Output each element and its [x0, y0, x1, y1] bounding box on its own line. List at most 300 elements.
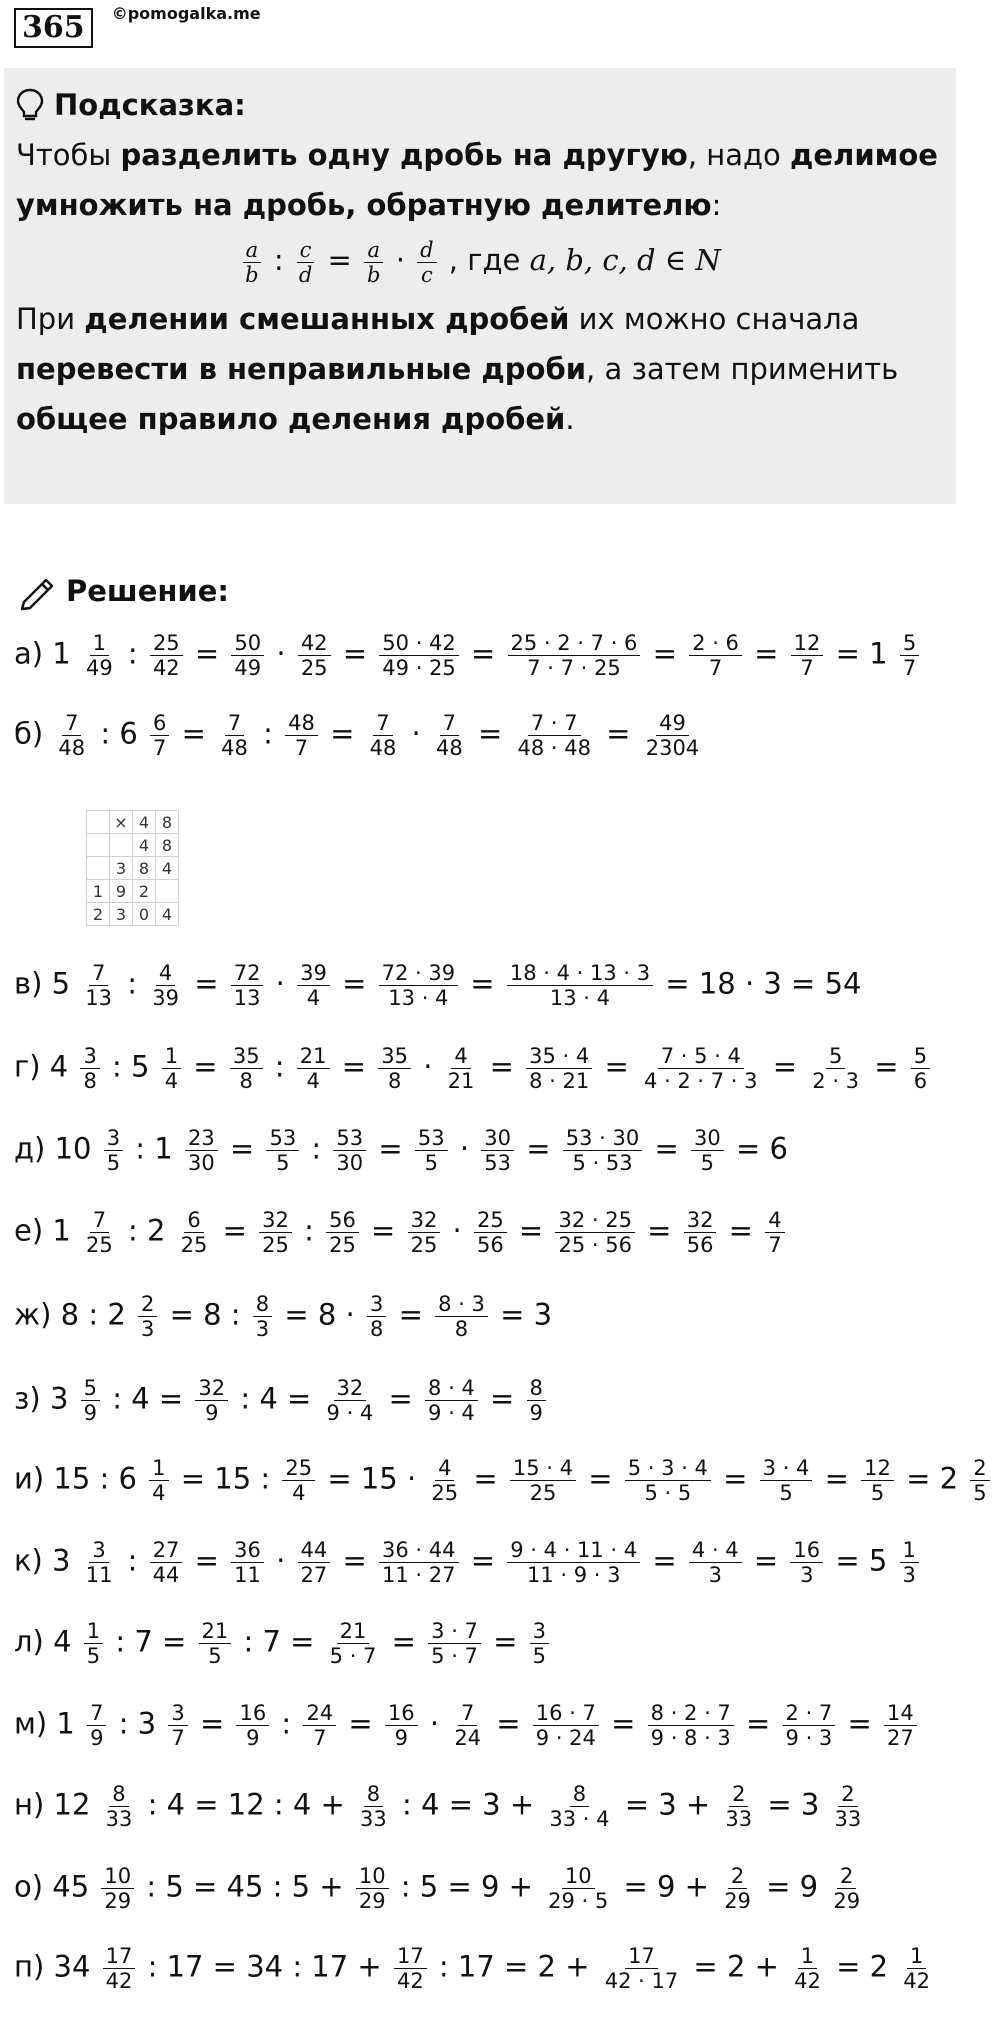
math-text: =: [185, 636, 229, 671]
fraction: [510, 1456, 576, 1505]
fraction: [150, 1538, 183, 1587]
multiplication-grid: [86, 810, 179, 926]
denominator: 9 · 3: [785, 1726, 833, 1750]
fraction: [721, 1864, 754, 1913]
math-text: : 5: [102, 1049, 159, 1084]
math-text: =: [487, 1706, 530, 1741]
math-text: б): [14, 716, 53, 751]
math-text: =: [643, 636, 687, 671]
solution-line: [14, 1538, 922, 1587]
math-text: =: [220, 1131, 264, 1166]
fraction: [104, 1126, 123, 1175]
denominator: 9: [394, 1726, 408, 1750]
math-text: ·: [450, 1131, 479, 1166]
grid-cell: 8: [156, 811, 179, 834]
numerator: 2: [729, 1782, 748, 1807]
grid-cell: 4: [133, 811, 156, 834]
solution-line: [14, 1701, 920, 1750]
fraction: [379, 631, 458, 680]
numerator: 53: [415, 1126, 448, 1151]
numerator: 2: [728, 1864, 747, 1889]
fraction: [563, 1126, 642, 1175]
numerator: 12: [861, 1456, 894, 1481]
denominator: 9 · 8 · 3: [650, 1726, 731, 1750]
numerator: 1: [90, 631, 109, 656]
fraction: [428, 1456, 461, 1505]
numerator: 8 · 4: [425, 1376, 478, 1401]
numerator: 53 · 30: [563, 1126, 642, 1151]
numerator: 25: [282, 1456, 315, 1481]
grid-cell: [156, 880, 179, 903]
math-text: п) 34: [14, 1949, 100, 1984]
solution-line: [14, 1126, 788, 1175]
denominator: 39: [152, 986, 179, 1010]
text: их можно сначала: [569, 302, 860, 336]
fraction: [168, 1701, 187, 1750]
fraction: [282, 1456, 315, 1505]
math-text: м) 1: [14, 1706, 85, 1741]
denominator: 48: [369, 736, 397, 760]
solution-line: [14, 711, 705, 760]
numerator: 32: [259, 1208, 292, 1233]
math-text: =: [389, 1297, 433, 1332]
fraction: [641, 1044, 761, 1093]
math-text: =: [517, 1131, 560, 1166]
grid-cell: [87, 811, 110, 834]
denominator: 42 · 17: [604, 1969, 679, 1993]
denominator: 25 · 56: [558, 1233, 632, 1257]
math-text: = 2: [826, 1949, 898, 1984]
numerator: 25 · 2 · 7 · 6: [508, 631, 641, 656]
math-text: =: [744, 1543, 788, 1578]
denominator: 8: [83, 1069, 97, 1093]
fraction: [451, 1701, 484, 1750]
denominator: 4: [152, 1481, 166, 1505]
math-text: н) 12: [14, 1787, 100, 1822]
fraction: [689, 631, 742, 680]
math-text: в) 5: [14, 966, 80, 1001]
math-text: = 9: [756, 1869, 828, 1904]
fraction: [195, 1376, 228, 1425]
math-text: и) 15 : 6: [14, 1461, 147, 1496]
fraction: [199, 1619, 232, 1668]
numerator: 32: [334, 1376, 367, 1401]
grid-cell: 9: [110, 880, 133, 903]
math-text: :: [265, 1049, 294, 1084]
math-text: = 15 ·: [318, 1461, 426, 1496]
solution-line: [14, 1292, 552, 1341]
numerator: 35: [230, 1044, 263, 1069]
fraction: [445, 1044, 478, 1093]
fraction: [481, 1126, 514, 1175]
denominator: 5: [86, 1644, 101, 1668]
grid-cell: 2: [133, 880, 156, 903]
numerator: 2: [970, 1456, 989, 1481]
fraction: [138, 1292, 157, 1341]
denominator: 11 · 27: [382, 1563, 456, 1587]
numerator: 14: [884, 1701, 917, 1726]
bold-text: делимое: [790, 138, 938, 172]
denominator: 3: [140, 1317, 155, 1341]
denominator: 4: [306, 986, 321, 1010]
denominator: 30: [187, 1151, 215, 1175]
denominator: 25: [329, 1233, 356, 1257]
denominator: 8: [369, 1317, 384, 1341]
grid-row: [87, 857, 179, 880]
numerator: 3: [367, 1292, 386, 1317]
denominator: 42: [152, 656, 180, 680]
numerator: 5: [81, 1376, 100, 1401]
fraction: $\frac{a}{b}$: [364, 238, 383, 287]
denominator: 42: [903, 1969, 930, 1993]
math-text: о) 45: [14, 1869, 99, 1904]
numerator: 2: [837, 1864, 856, 1889]
fraction: [84, 1619, 103, 1668]
fraction: [830, 1864, 863, 1913]
fraction: [357, 1782, 390, 1831]
denominator: 9: [246, 1726, 260, 1750]
math-text: : 5 = 45 : 5 +: [137, 1869, 353, 1904]
fraction: [55, 711, 88, 760]
fraction: [508, 631, 641, 680]
math-text: =: [185, 1543, 229, 1578]
denominator: 42: [396, 1969, 424, 1993]
fraction: [507, 961, 653, 1010]
denominator: 5 · 7: [431, 1644, 478, 1668]
fraction: [298, 631, 331, 680]
denominator: 5: [779, 1481, 793, 1505]
denominator: 7: [171, 1726, 185, 1750]
denominator: 7 · 7 · 25: [527, 656, 621, 680]
fraction: [861, 1456, 894, 1505]
solution-line: [14, 1376, 549, 1425]
math-text: =: [601, 1706, 645, 1741]
denominator: 3: [902, 1563, 916, 1587]
text: .: [565, 402, 575, 436]
denominator: 3: [800, 1563, 814, 1587]
math-text: = 8 :: [160, 1297, 250, 1332]
text: , надо: [687, 138, 790, 172]
numerator: 5: [911, 1044, 930, 1069]
fraction: [83, 1208, 116, 1257]
numerator: 7 · 5 · 4: [658, 1044, 744, 1069]
numerator: 3: [104, 1126, 123, 1151]
math-text: =: [865, 1049, 908, 1084]
numerator: 1: [149, 1456, 168, 1481]
math-text: ·: [402, 716, 430, 751]
numerator: 4 · 4: [689, 1538, 742, 1563]
denominator: 8 · 21: [529, 1069, 590, 1093]
fraction: [259, 1208, 292, 1257]
denominator: 5 · 7: [329, 1644, 377, 1668]
numerator: 8 · 2 · 7: [648, 1701, 734, 1726]
numerator: 32: [408, 1208, 441, 1233]
denominator: 9 · 4: [428, 1401, 475, 1425]
denominator: 33: [834, 1807, 862, 1831]
numerator: 4: [765, 1208, 784, 1233]
fraction: [900, 1944, 933, 1993]
math-text: =: [333, 636, 377, 671]
math-text: =: [713, 1461, 757, 1496]
fraction: [231, 1538, 264, 1587]
text: :: [711, 188, 722, 222]
math-text: :: [253, 716, 283, 751]
denominator: 6: [913, 1069, 928, 1093]
fraction: [533, 1701, 599, 1750]
solution-line: [14, 1456, 993, 1505]
denominator: 5 · 53: [572, 1151, 633, 1175]
math-text: ·: [267, 636, 295, 671]
hint-box: [4, 68, 956, 504]
fraction: [526, 1044, 592, 1093]
math-text: к) 3: [14, 1543, 80, 1578]
fraction: [625, 1456, 711, 1505]
fraction: [326, 1208, 359, 1257]
denominator: 3: [255, 1317, 270, 1341]
math-text: : 1: [126, 1131, 182, 1166]
math-text: : 17 = 2 +: [429, 1949, 599, 1984]
numerator: 7: [440, 711, 459, 736]
grid-cell: [87, 834, 110, 857]
math-text: =: [332, 1049, 376, 1084]
numerator: 6: [184, 1208, 203, 1233]
fraction: [333, 1126, 366, 1175]
math-text: = 8 ·: [275, 1297, 364, 1332]
hint-p2: [16, 180, 944, 230]
grid-cell: 2: [87, 903, 110, 926]
numerator: 7 · 7: [528, 711, 581, 736]
numerator: 4: [156, 961, 175, 986]
math-text: =: [184, 1049, 227, 1084]
fraction: [80, 1044, 99, 1093]
fraction: [530, 1619, 549, 1668]
fraction: [81, 1376, 100, 1425]
math-text: =: [480, 1049, 524, 1084]
task-number: 365: [14, 8, 93, 48]
numerator: 5: [826, 1044, 845, 1069]
numerator: 2 · 6: [689, 631, 742, 656]
denominator: 33: [360, 1807, 387, 1831]
numerator: 7: [458, 1701, 477, 1726]
solution-line: [14, 961, 861, 1010]
denominator: 13: [233, 986, 261, 1010]
hint-p1: [16, 130, 944, 180]
fraction: [298, 1538, 331, 1587]
grid-cell: 8: [156, 834, 179, 857]
numerator: 56: [326, 1208, 359, 1233]
denominator: 5: [973, 1481, 987, 1505]
fraction: [367, 1292, 386, 1341]
denominator: 33: [725, 1807, 753, 1831]
numerator: 36 · 44: [379, 1538, 458, 1563]
denominator: 25: [180, 1233, 208, 1257]
math-text: = 3: [490, 1297, 553, 1332]
numerator: 48: [285, 711, 318, 736]
denominator: 33 · 4: [549, 1807, 610, 1831]
denominator: 29: [833, 1889, 861, 1913]
math-text: г) 4: [14, 1049, 78, 1084]
fraction: [231, 961, 264, 1010]
denominator: 5: [106, 1151, 121, 1175]
denominator: 29 · 5: [548, 1889, 609, 1913]
numerator: 8: [527, 1376, 546, 1401]
fraction: [425, 1376, 478, 1425]
math-text: =: [645, 1131, 688, 1166]
fraction: [507, 1538, 640, 1587]
denominator: 49: [234, 656, 262, 680]
math-text: : 6: [91, 716, 148, 751]
math-text: =: [320, 716, 364, 751]
math-text: ·: [443, 1213, 471, 1248]
grid-cell: ×: [110, 811, 133, 834]
denominator: 33: [105, 1807, 133, 1831]
numerator: 7: [90, 1208, 109, 1233]
numerator: 50: [231, 631, 264, 656]
fraction: [327, 1619, 380, 1668]
grid-cell: 1: [87, 880, 110, 903]
grid-cell: 4: [156, 903, 179, 926]
grid-row: [87, 880, 179, 903]
math-text: ·: [266, 1543, 295, 1578]
numerator: 2: [838, 1782, 857, 1807]
numerator: 10: [562, 1864, 595, 1889]
fraction: [884, 1701, 917, 1750]
fraction: [324, 1376, 377, 1425]
site-watermark: ©pomogalka.me: [111, 4, 261, 23]
denominator: 29: [104, 1889, 132, 1913]
fraction: [297, 961, 330, 1010]
denominator: 4 · 2 · 7 · 3: [644, 1069, 758, 1093]
math-text: =: [339, 1706, 382, 1741]
denominator: 48 · 48: [517, 736, 591, 760]
solution-line: [14, 1782, 867, 1831]
fraction: [297, 1044, 330, 1093]
fraction: [970, 1456, 989, 1505]
numerator: 25: [150, 631, 183, 656]
fraction: [83, 1538, 116, 1587]
fraction: [162, 1044, 181, 1093]
math-text: :: [272, 1706, 301, 1741]
fraction: [83, 631, 116, 680]
hint-title-text: Подсказка:: [54, 88, 246, 122]
numerator: 35 · 4: [526, 1044, 592, 1069]
numerator: 8: [109, 1782, 128, 1807]
numerator: 1: [900, 1538, 919, 1563]
solution-line: [14, 1944, 936, 1993]
math-text: =: [172, 716, 216, 751]
numerator: 4: [435, 1456, 454, 1481]
solution-line: [14, 631, 922, 680]
denominator: 4: [306, 1069, 320, 1093]
numerator: 21: [297, 1044, 330, 1069]
grid-cell: 3: [110, 857, 133, 880]
grid-cell: 0: [133, 903, 156, 926]
math-text: = 15 :: [171, 1461, 280, 1496]
math-text: =: [332, 966, 376, 1001]
math-text: =: [763, 1049, 807, 1084]
numerator: 7: [89, 961, 108, 986]
numerator: 53: [333, 1126, 366, 1151]
fraction: $\frac{d}{c}$: [417, 238, 436, 287]
numerator: 1: [798, 1944, 817, 1969]
denominator: 25: [262, 1233, 289, 1257]
math-text: :: [294, 1213, 324, 1248]
solution-title: Решение:: [18, 572, 229, 610]
math-text: :: [118, 636, 147, 671]
denominator: 53: [484, 1151, 512, 1175]
numerator: 8: [570, 1782, 589, 1807]
numerator: 1: [907, 1944, 926, 1969]
denominator: 5: [276, 1151, 290, 1175]
numerator: 24: [303, 1701, 336, 1726]
denominator: 5: [870, 1481, 885, 1505]
numerator: 5: [900, 631, 919, 656]
denominator: 7: [708, 656, 723, 680]
numerator: 17: [625, 1944, 658, 1969]
text: , а затем применить: [586, 352, 899, 386]
denominator: 2 · 3: [812, 1069, 860, 1093]
fraction: [832, 1782, 865, 1831]
denominator: 56: [686, 1233, 714, 1257]
denominator: 25: [300, 656, 328, 680]
denominator: 27: [300, 1563, 328, 1587]
grid-row: [87, 903, 179, 926]
grid-cell: [87, 857, 110, 880]
numerator: 35: [378, 1044, 411, 1069]
fraction: [218, 711, 251, 760]
numerator: 30: [691, 1126, 724, 1151]
fraction: [433, 711, 466, 760]
math-text: : 5 = 9 +: [391, 1869, 543, 1904]
math-text: =: [480, 1381, 524, 1416]
numerator: 3: [168, 1701, 187, 1726]
fraction: [684, 1208, 717, 1257]
fraction: [87, 1701, 106, 1750]
math-text: =: [369, 1131, 412, 1166]
numerator: 16 · 7: [533, 1701, 599, 1726]
fraction: [285, 711, 318, 760]
lightbulb-icon: [16, 88, 44, 122]
denominator: 25: [86, 1233, 113, 1257]
numerator: 32 · 25: [555, 1208, 634, 1233]
fraction: [555, 1208, 634, 1257]
fraction: [691, 1126, 724, 1175]
denominator: 7: [768, 1233, 782, 1257]
math-text: =: [468, 716, 512, 751]
fraction: [150, 631, 183, 680]
math-text: =: [483, 1624, 527, 1659]
denominator: 25: [410, 1233, 438, 1257]
numerator: 12: [791, 631, 824, 656]
math-text: е) 1: [14, 1213, 81, 1248]
denominator: 13: [85, 986, 113, 1010]
solution-line: [14, 1208, 788, 1257]
fraction: [236, 1701, 269, 1750]
math-text: д) 10: [14, 1131, 101, 1166]
numerator: 21: [337, 1619, 370, 1644]
fraction: [546, 1782, 612, 1831]
denominator: 7: [902, 656, 917, 680]
denominator: 2304: [645, 736, 700, 760]
numerator: 32: [195, 1376, 228, 1401]
math-text: : 3: [109, 1706, 166, 1741]
math-text: =: [595, 1049, 638, 1084]
math-text: =: [213, 1213, 257, 1248]
denominator: 24: [454, 1726, 482, 1750]
grid-cell: 8: [133, 857, 156, 880]
fraction: [408, 1208, 441, 1257]
numerator: 9 · 4 · 11 · 4: [507, 1538, 640, 1563]
